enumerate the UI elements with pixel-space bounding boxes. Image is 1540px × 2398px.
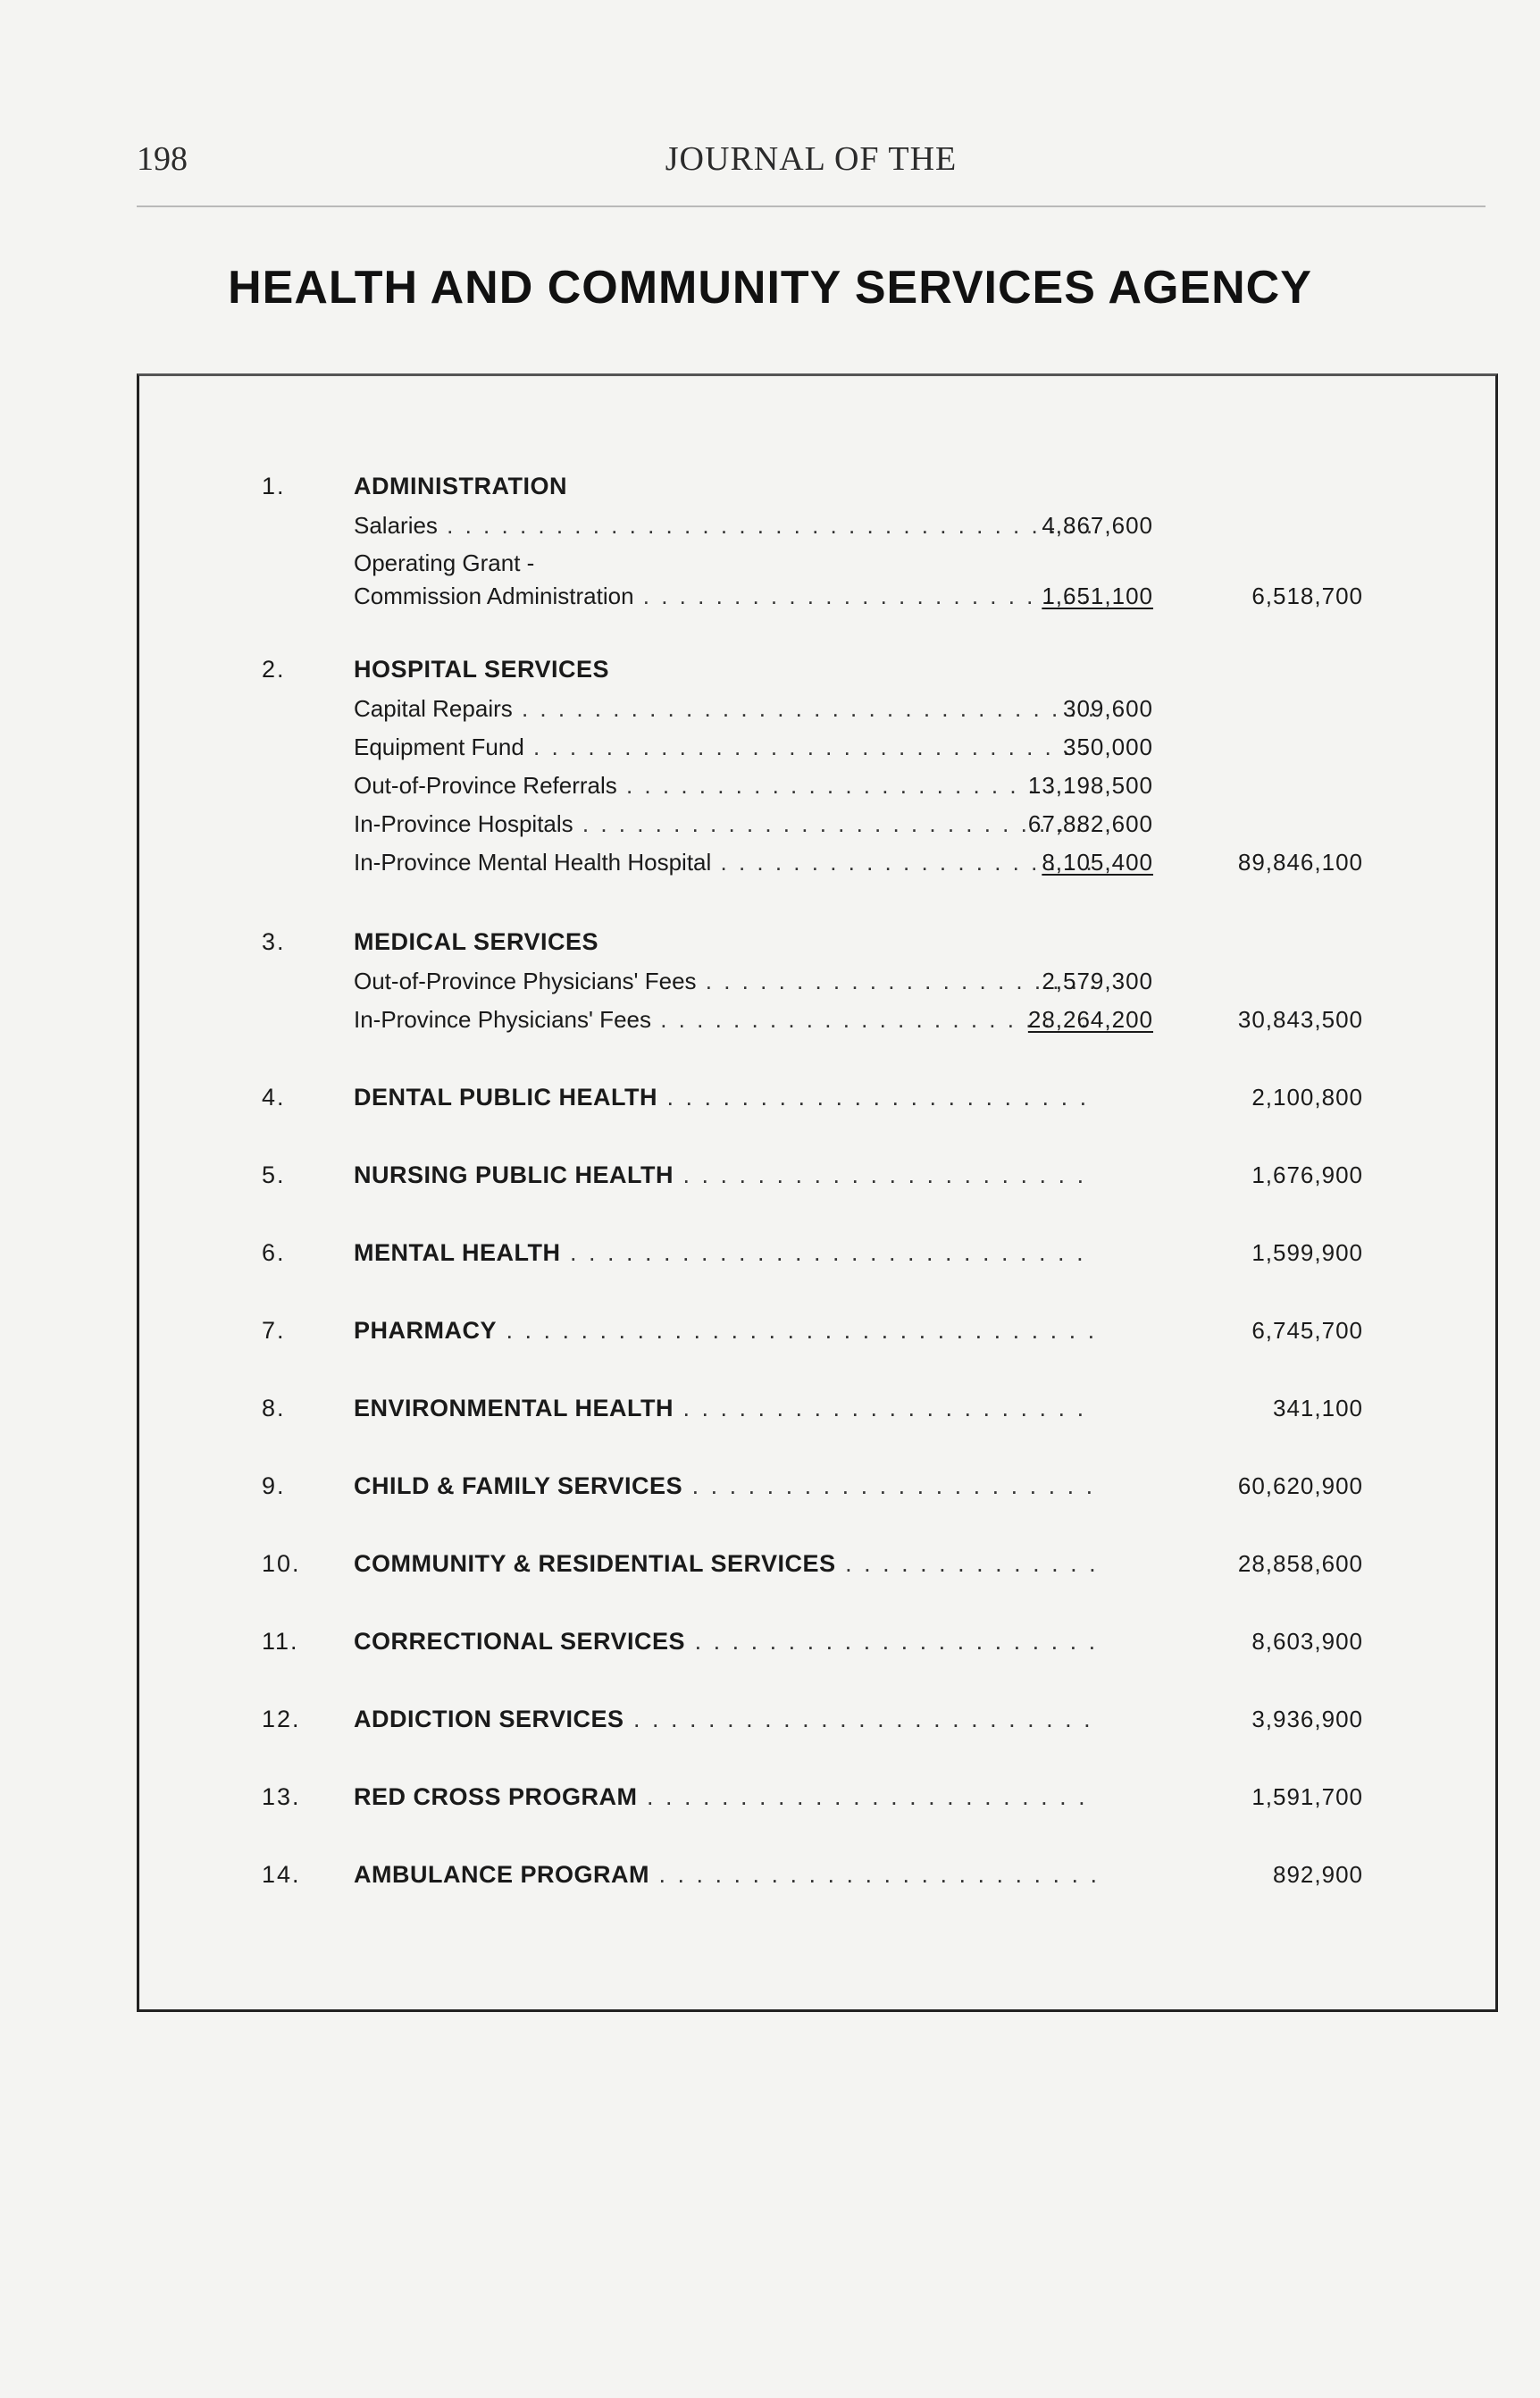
journal-title: JOURNAL OF THE (665, 140, 958, 178)
line-item (139, 734, 1495, 769)
section-total: 89,846,100 (1237, 849, 1363, 876)
line-label: Operating Grant - (354, 549, 535, 576)
section-title: NURSING PUBLIC HEALTH . . . (354, 1161, 1095, 1189)
line-amount: 4,867,600 (1042, 512, 1153, 539)
line-amount: 28,264,200 (1027, 1006, 1153, 1033)
line-amount: 350,000 (1063, 734, 1153, 760)
section-total: 3,936,900 (1251, 1706, 1363, 1732)
budget-table (137, 373, 1498, 2012)
line-item (139, 849, 1495, 885)
line-item (139, 583, 1495, 618)
section-number: 2. (262, 656, 286, 683)
section-number: 1. (262, 473, 286, 499)
line-label: In-Province Physicians' Fees . . . (354, 1006, 1095, 1034)
section-title: ENVIRONMENTAL HEALTH . . . (354, 1395, 1095, 1422)
line-item (139, 810, 1495, 846)
line-item (139, 549, 1495, 585)
section-mental-health (139, 1239, 1495, 1275)
section-number: 14. (262, 1861, 301, 1888)
page-header (137, 134, 1486, 188)
section-title: ADDICTION SERVICES . . . (354, 1706, 1095, 1733)
line-item (139, 512, 1495, 548)
section-title: CORRECTIONAL SERVICES . . . (354, 1628, 1095, 1656)
section-total: 1,591,700 (1251, 1783, 1363, 1810)
section-child-family-services (139, 1472, 1495, 1508)
line-label: Capital Repairs . . . (354, 695, 1095, 723)
section-title: RED CROSS PROGRAM . . . (354, 1783, 1095, 1811)
agency-title: HEALTH AND COMMUNITY SERVICES AGENCY (228, 262, 1312, 314)
line-item (139, 772, 1495, 808)
section-number: 3. (262, 928, 286, 955)
section-title: PHARMACY . . . (354, 1317, 1095, 1345)
section-number: 6. (262, 1239, 286, 1266)
section-total: 1,599,900 (1251, 1239, 1363, 1266)
section-number: 9. (262, 1472, 286, 1499)
section-number: 7. (262, 1317, 286, 1344)
section-number: 13. (262, 1783, 301, 1810)
line-label: Out-of-Province Referrals . . . (354, 772, 1095, 800)
section-pharmacy (139, 1317, 1495, 1353)
section-number: 12. (262, 1706, 301, 1732)
line-label: Commission Administration . . . (354, 583, 1095, 610)
section-number: 4. (262, 1084, 286, 1111)
section-number: 5. (262, 1161, 286, 1188)
line-item (139, 695, 1495, 731)
section-environmental-health (139, 1395, 1495, 1430)
section-total: 341,100 (1273, 1395, 1363, 1421)
section-ambulance-program (139, 1861, 1495, 1897)
line-item (139, 968, 1495, 1003)
section-total: 892,900 (1273, 1861, 1363, 1888)
line-label: In-Province Mental Health Hospital . . . (354, 849, 1095, 876)
header-rule (137, 205, 1486, 207)
section-total: 8,603,900 (1251, 1628, 1363, 1655)
page-number: 198 (137, 140, 188, 178)
section-number: 11. (262, 1628, 299, 1655)
line-label: In-Province Hospitals . . . (354, 810, 1095, 838)
section-number: 8. (262, 1395, 286, 1421)
section-total: 2,100,800 (1251, 1084, 1363, 1111)
line-item (139, 1006, 1495, 1042)
line-amount: 13,198,500 (1027, 772, 1153, 799)
section-correctional-services (139, 1628, 1495, 1664)
section-title: CHILD & FAMILY SERVICES . . . (354, 1472, 1095, 1500)
line-amount: 8,105,400 (1042, 849, 1153, 876)
section-title: AMBULANCE PROGRAM . . . (354, 1861, 1095, 1889)
section-nursing-public-health (139, 1161, 1495, 1197)
section-community-residential-services (139, 1550, 1495, 1586)
line-label: Out-of-Province Physicians' Fees . . . (354, 968, 1095, 995)
section-total: 6,745,700 (1251, 1317, 1363, 1344)
section-total: 1,676,900 (1251, 1161, 1363, 1188)
section-title: HOSPITAL SERVICES (354, 656, 610, 683)
section-dental-public-health (139, 1084, 1495, 1119)
line-amount: 2,579,300 (1042, 968, 1153, 994)
line-label: Salaries . . . (354, 512, 1095, 540)
section-total: 6,518,700 (1251, 583, 1363, 609)
section-title: ADMINISTRATION (354, 473, 567, 499)
section-total: 30,843,500 (1237, 1006, 1363, 1033)
section-total: 28,858,600 (1237, 1550, 1363, 1577)
section-number: 10. (262, 1550, 301, 1577)
section-addiction-services (139, 1706, 1495, 1741)
section-title: MENTAL HEALTH . . . (354, 1239, 1095, 1267)
section-title: MEDICAL SERVICES (354, 928, 599, 955)
line-label: Equipment Fund . . . (354, 734, 1095, 761)
line-amount: 67,882,600 (1027, 810, 1153, 837)
line-amount: 309,600 (1063, 695, 1153, 722)
section-total: 60,620,900 (1237, 1472, 1363, 1499)
section-red-cross-program (139, 1783, 1495, 1819)
section-title: DENTAL PUBLIC HEALTH . . . (354, 1084, 1095, 1111)
line-amount: 1,651,100 (1042, 583, 1153, 609)
section-title: COMMUNITY & RESIDENTIAL SERVICES . . . (354, 1550, 1095, 1578)
